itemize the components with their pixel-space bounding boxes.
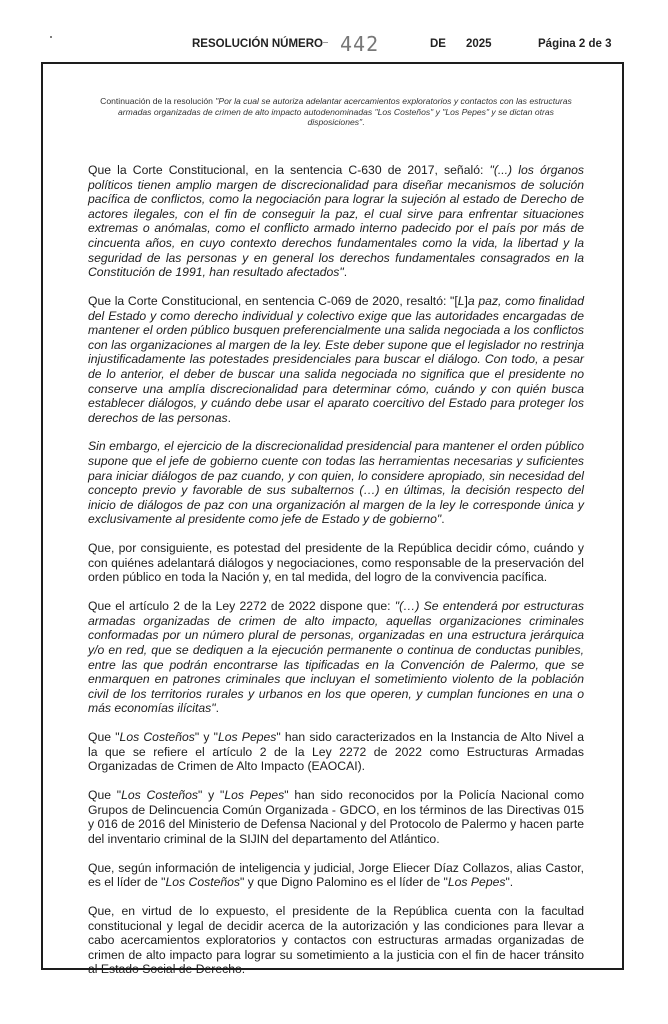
header-dash-mark [323,42,328,43]
text-segment: " y " [194,730,218,745]
paragraph [88,730,584,774]
quoted-text: Sin embargo, el ejercicio de la discrecionalidad presidencial para mantener el orden público supone que el jefe de gobierno cuente con todas las herramientas necesarias y suficientes para iniciar diálogos de paz cuando, y con quien, lo considere apropiado, sin necesidad del concepto previo y favorable de sus subalternos (…) en últimas, la decisión respecto del inicio de diálogos de paz con una organización al margen de la ley le corresponde única y exclusivamente al presidente como jefe de Estado y de gobierno" [88,439,584,527]
text-segment: Que la Corte Constitucional, en la sentencia C-630 de 2017, señaló: [88,163,490,177]
quoted-text: Los Costeños [119,730,195,745]
text-segment: Que " [88,788,122,803]
text-segment: " y " [198,788,225,803]
document-header [0,32,668,56]
continuation-note [92,96,580,128]
header-de-label: DE [430,38,446,50]
text-segment: Que, por consiguiente, es potestad del presidente de la República decidir cómo, cuándo y con quiénes adelantará diálogos y negociaciones, como responsable de la preservación del orden público en toda la Nación y, en tal medida, del logro de la convivencia pacífica. [88,541,584,585]
resolution-number: 442 [340,32,380,56]
text-segment: Que " [88,730,120,745]
paragraph [88,439,584,527]
paragraph [88,541,584,585]
text-segment: . [362,117,365,127]
text-segment: Continuación de la resolución [100,96,216,106]
resolution-number-label: RESOLUCIÓN NÚMERO [192,38,323,50]
text-segment: . [441,512,445,527]
paragraph [88,599,584,716]
quoted-text: Los Pepes [217,730,277,745]
page-indicator: Página 2 de 3 [538,38,612,50]
document-body [88,163,584,991]
paragraph [88,788,584,846]
paragraph [88,904,584,977]
quoted-text: L [457,293,465,308]
text-segment: ] [464,293,468,308]
text-segment: " han sido caracterizados en la Instancia de Alto Nivel a la que se refiere el artículo 2 de la Ley 2272 de 2022 como Estructuras Armadas Organizadas de Crimen de Alto Impacto (EAOCAI). [88,730,584,774]
quoted-text: Los Costeños [165,875,241,890]
text-segment: . [215,701,219,716]
paragraph [88,163,584,280]
paragraph [88,294,584,425]
quoted-text: "Por la cual se autoriza adelantar acercamientos exploratorios y contactos con las estructuras armadas organizadas de crimen de alto impacto autodenominadas "Los Costeños" y "Los Pepes" y se dictan otras disposiciones" [118,96,572,127]
text-segment: Que el artículo 2 de la Ley 2272 de 2022 dispone que: [88,599,395,614]
quoted-text: Los Pepes [447,875,506,890]
quoted-text: "(...) los órganos políticos tienen amplio margen de discrecionalidad para diseñar mecanismos de solución pacífica de conflictos, como la negociación para lograr la sujeción al estado de Derecho de actores ilegales, con el fin de conseguir la paz, el cual sirve para enfrentar situaciones extremas o anómalas, como el conflicto armado interno padecido por el país por más de cincuenta años, en cuyo contexto derechos fundamentales como la vida, la libertad y la seguridad de las personas y en general los derechos fundamentales consagrados en la Constitución de 1991, han resultado afectados" [88,163,584,280]
resolution-year: 2025 [466,38,492,50]
text-segment: Que la Corte Constitucional, en sentencia C-069 de 2020, resaltó: "[ [88,293,458,308]
text-segment: . [343,265,348,280]
quoted-text: "(…) Se entenderá por estructuras armadas organizadas de crimen de alto impacto, aquellas organizaciones criminales conformadas por un número plural de personas, organizadas en una estructura jerárquica y/o en red, que se dediquen a la ejecución permanente o continua de conductas punibles, entre las que podrán encontrarse las tipificadas en la Convención de Palermo, que se enmarquen en patrones criminales que incluyan el sometimiento violento de la población civil de los territorios rurales y urbanos en los que operen, y cumplan funciones en una o más economías ilícitas" [88,599,584,716]
text-segment: ". [505,875,514,890]
text-segment: Que, en virtud de lo expuesto, el presidente de la República cuenta con la facultad constitucional y legal de decidir acerca de la autorización y las condiciones para llevar a cabo acercamientos exploratorios y contactos con estructuras armadas organizadas de crimen de alto impacto para lograr su sometimiento a la justicia con el fin de hacer tránsito al Estado Social de Derecho. [88,904,584,977]
text-segment: Que, según información de inteligencia y judicial, Jorge Eliecer Díaz Collazos, alias Castor, es el líder de " [88,860,584,890]
text-segment: " y que Digno Palomino es el líder de " [240,875,448,890]
quoted-text: Los Pepes [224,788,285,803]
text-segment: " han sido reconocidos por la Policía Nacional como Grupos de Delincuencia Común Organizada - GDCO, en los términos de las Directivas 015 y 016 de 2016 del Ministerio de Defensa Nacional y del Protocolo de Palermo y hacen parte del inventario criminal de la SIJIN del departamento del Atlántico. [88,788,585,846]
quoted-text: Los Costeños [121,788,199,803]
paragraph [88,861,584,890]
quoted-text: a paz, como finalidad del Estado y como derecho individual y colectivo exige que las autoridades encargadas de mantener el orden público busquen preferencialmente una salida negociada a los conflictos con las organizaciones al margen de la ley. Este deber supone que el legislador no restrinja injustificadamente las potestades presidenciales para buscar el diálogo. Con todo, a pesar de lo anterior, el deber de buscar una salida negociada no significa que el presidente no conserve una amplía discrecionalidad para determinar cómo, cuándo y con quién busca establecer diálogos, y cuándo debe usar el aparato coercitivo del Estado para proteger los derechos de las personas [88,293,584,425]
text-segment: . [227,410,231,425]
